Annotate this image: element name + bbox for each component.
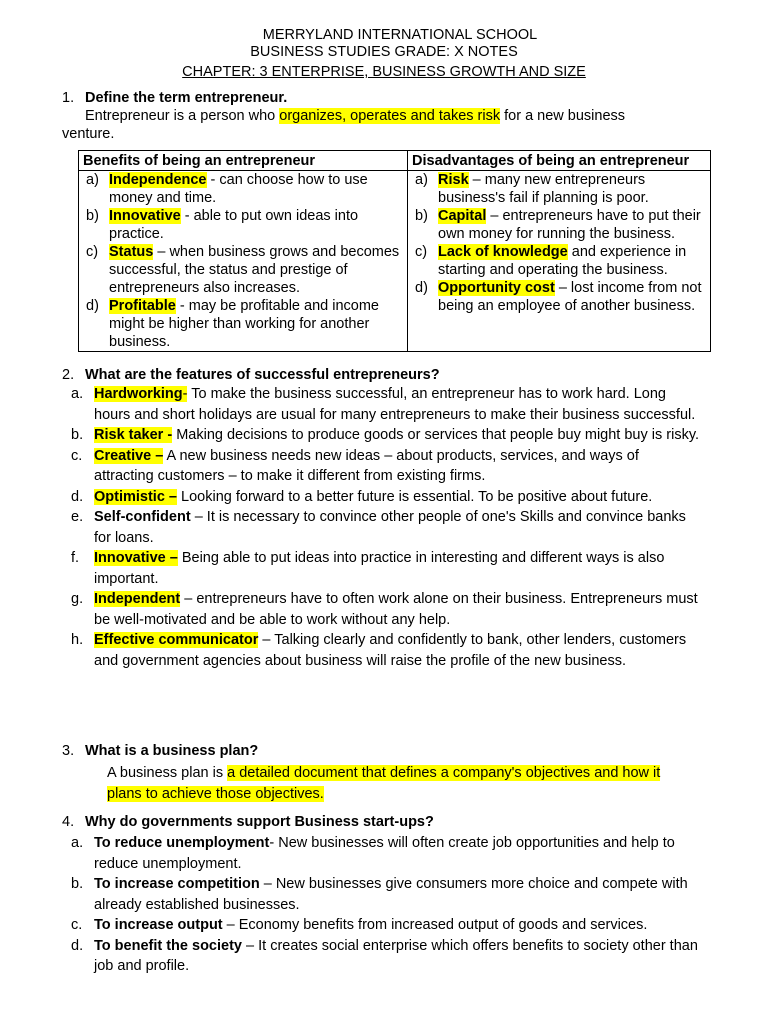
list-marker: b) [415,208,428,224]
disadvantages-cell [408,171,711,352]
list-item [68,589,700,630]
item-text: and experience in starting and operating the business. [438,244,687,278]
list-item [412,279,706,315]
list-item [83,297,403,351]
term: Risk [438,172,469,188]
list-marker: b) [86,208,99,224]
question-number: 2. [62,367,75,383]
list-item [83,207,403,243]
list-item [412,243,706,279]
term: Innovative [109,208,181,224]
term: Profitable [109,298,176,314]
answer-text: for a new business [500,108,626,124]
item-text: – entrepreneurs have to often work alone on their business. Entrepreneurs must be well-motivated and be able to work without any help. [94,591,698,628]
list-marker: f. [71,550,80,566]
list-marker: d. [71,488,84,505]
question-number: 3. [62,743,75,759]
item-text: Making decisions to produce goods or services that people buy might buy is risky. [172,427,700,443]
term: To reduce unemployment [94,835,270,851]
subject-title: BUSINESS STUDIES GRADE: X NOTES [250,44,518,60]
item-text: Looking forward to a better future is essential. To be positive about future. [177,488,653,505]
table-header: Disadvantages of being an entrepreneur [408,151,711,171]
item-text: A new business needs new ideas – about products, services, and ways of attracting customers – to make it different from existing firms. [94,447,639,484]
list-marker: c. [71,917,83,933]
answer-highlight: organizes, operates and takes risk [279,108,501,124]
list-item [68,487,700,508]
list-marker: a. [71,386,84,402]
reasons-list [68,833,700,977]
term: Hardworking [94,386,183,402]
benefits-cell [79,171,408,352]
list-marker: d. [71,937,84,954]
term: Risk taker - [94,427,173,443]
list-item [412,171,706,207]
features-list [68,384,700,671]
answer-text: A business plan is [107,765,228,781]
question-text: What is a business plan? [85,743,259,759]
term-separator: - [182,386,188,402]
question-text: What are the features of successful entrepreneurs? [85,367,440,383]
term: Opportunity cost [438,280,555,296]
list-marker: d) [86,298,99,314]
list-marker: d) [415,280,428,296]
item-text: – Talking clearly and confidently to bank, other lenders, customers and government agencies about business will raise the profile of the new business. [94,632,687,669]
list-marker: b. [71,876,84,892]
item-text: - able to put own ideas into practice. [109,208,359,242]
term: To increase output [94,917,223,933]
list-item [83,171,403,207]
item-text: – entrepreneurs have to put their own money for running the business. [438,208,701,242]
school-name: MERRYLAND INTERNATIONAL SCHOOL [262,27,538,43]
term: Creative – [94,447,164,464]
list-marker: a. [71,835,84,851]
question-number: 4. [62,814,75,830]
list-marker: b. [71,427,84,443]
table-header: Benefits of being an entrepreneur [79,151,408,171]
list-item [68,630,700,671]
term: Independent [94,591,181,607]
question-number: 1. [62,90,75,106]
list-marker: a) [415,172,428,188]
term: Capital [438,208,487,224]
answer-line [85,107,625,125]
answer-line: venture. [62,126,115,142]
list-item [68,384,700,425]
chapter-title: CHAPTER: 3 ENTERPRISE, BUSINESS GROWTH AND SIZE [182,64,586,80]
list-marker: c. [71,447,83,464]
term: Lack of knowledge [438,244,568,260]
list-item [68,507,700,548]
term: Effective communicator [94,632,259,648]
list-item [83,243,403,297]
term: Self-confident [94,509,191,525]
answer-text: Entrepreneur is a person who [85,108,280,124]
answer-highlight: a detailed document that defines a company's objectives and how it [227,765,661,781]
question-text: Define the term entrepreneur. [85,90,288,106]
list-item [68,915,700,936]
term: Independence [109,172,207,188]
list-marker: c) [86,244,99,260]
item-text: – It creates social enterprise which offers benefits to society other than job and profile. [94,937,698,974]
item-text: – many new entrepreneurs business's fail if planning is poor. [438,172,649,206]
benefits-disadvantages-table [78,150,711,352]
list-marker: a) [86,172,99,188]
item-text: To make the business successful, an entrepreneur has to work hard. Long hours and short holidays are usual for many entrepreneurs to make their business successful. [94,386,696,423]
item-text: – It is necessary to convince other people of one's Skills and convince banks for loans. [94,509,686,546]
question-text: Why do governments support Business start-ups? [85,814,434,830]
term: Innovative – [94,550,178,566]
item-text: – lost income from not being an employee of another business. [438,280,702,314]
answer-highlight: plans to achieve those objectives. [107,786,324,802]
list-marker: e. [71,509,84,525]
answer-line [107,784,324,805]
item-text: - may be profitable and income might be higher than working for another business. [109,298,379,350]
item-text: – Economy benefits from increased output of goods and services. [222,917,648,933]
term: To increase competition [94,876,260,892]
term: To benefit the society [94,937,242,954]
item-text: – when business grows and becomes successful, the status and prestige of entrepreneurs also increases. [109,244,400,296]
list-marker: g. [71,591,84,607]
list-item [412,207,706,243]
list-item [68,425,700,446]
list-item [68,833,700,874]
list-marker: h. [71,632,84,648]
item-text: - New businesses will often create job opportunities and help to reduce unemployment. [94,835,675,872]
list-marker: c) [415,244,428,260]
item-text: - can choose how to use money and time. [109,172,368,206]
list-item [68,874,700,915]
list-item [68,936,700,977]
answer-line [107,763,660,784]
term: Optimistic – [94,488,177,505]
list-item [68,446,700,487]
item-text: Being able to put ideas into practice in interesting and different ways is also important. [94,550,665,587]
term: Status [109,244,154,260]
item-text: – New businesses give consumers more choice and compete with already established businesses. [94,876,688,913]
list-item [68,548,700,589]
